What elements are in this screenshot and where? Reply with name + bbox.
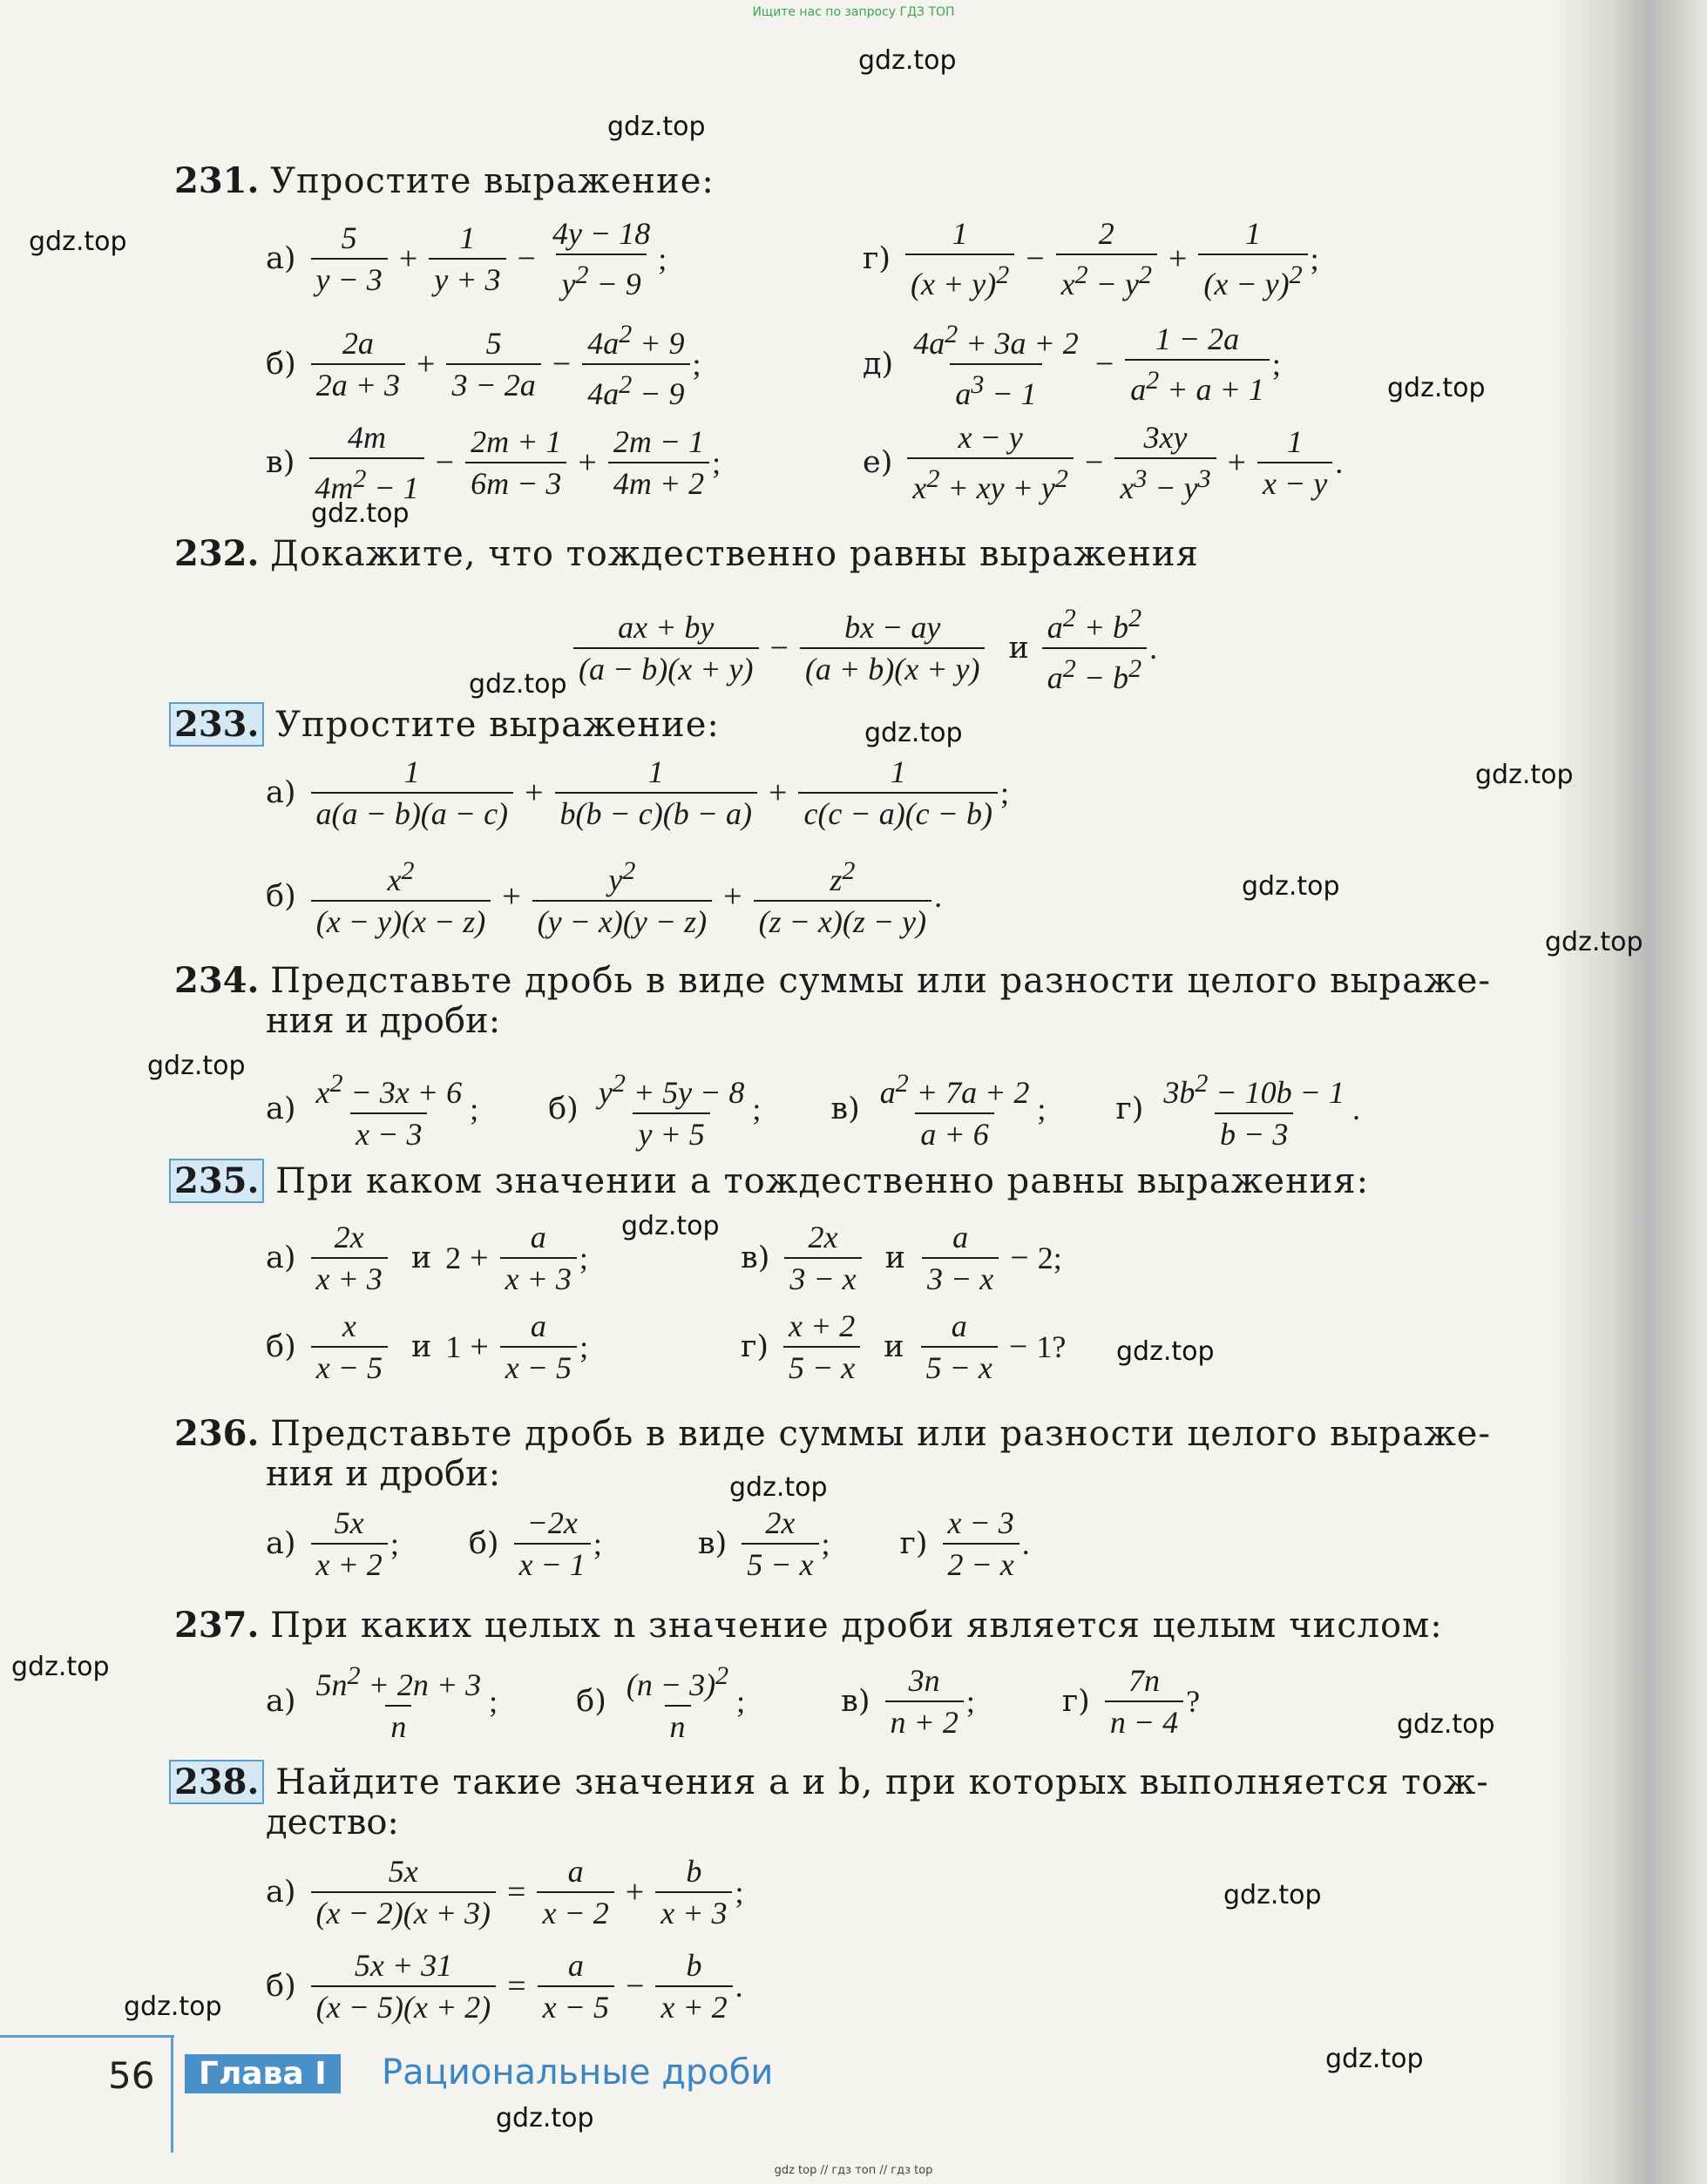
watermark: gdz.top <box>1116 1336 1215 1367</box>
expression-235a: а) $\frac{2x}{x + 3}$ и 2 + $\frac{a}{x + 3}$ ; <box>266 1220 588 1296</box>
expression-237: а) $\frac{5n^2 + 2n + 3}{n}$ ; б) $\frac{(n - 3)^2}{n}$ ; в) $\frac{3n}{n + 2}$ ; г) $\frac{7n}{n - 4}$ ? <box>266 1661 1201 1744</box>
expression-238a: а) $\frac{5x}{(x - 2)(x + 3)}$ = $\frac{a}{x - 2}$ + $\frac{b}{x + 3}$ ; <box>266 1854 744 1930</box>
watermark: gdz.top <box>469 669 567 700</box>
problem-236-continuation: ния и дроби: <box>266 1454 501 1494</box>
expression-231v: в) $\frac{4m}{4m^2 - 1}$ − $\frac{2m + 1}{6m - 3}$ + $\frac{2m - 1}{4m + 2}$ ; <box>266 420 721 505</box>
watermark: gdz.top <box>1397 1709 1495 1740</box>
problem-238-continuation: дество: <box>266 1802 399 1843</box>
watermark: gdz.top <box>858 45 957 76</box>
watermark: gdz.top <box>621 1211 720 1241</box>
problem-236: 236. Представьте дробь в виде суммы или разности целого выраже- <box>174 1413 1491 1454</box>
expression-231b: б) $\frac{2a}{2a + 3}$ + $\frac{5}{3 - 2a}$ − $\frac{4a^2 + 9}{4a^2 - 9}$ ; <box>266 320 701 411</box>
problem-234: 234. Представьте дробь в виде суммы или разности целого выраже- <box>174 960 1491 1001</box>
watermark: gdz.top <box>1223 1880 1322 1910</box>
expression-235g: г) $\frac{x + 2}{5 - x}$ и $\frac{a}{5 - x}$ − 1? <box>741 1308 1067 1385</box>
problem-231 <box>174 160 715 202</box>
watermark: gdz.top <box>607 112 706 142</box>
watermark: gdz.top <box>496 2103 594 2133</box>
footer-rule <box>0 2035 174 2038</box>
problem-237: 237. При каких целых n значение дроби является целым числом: <box>174 1605 1443 1646</box>
watermark: gdz.top <box>864 718 963 748</box>
problem-235: 235. При каком значении a тождественно равны выражения: <box>174 1160 1369 1202</box>
footer-rule-vertical <box>171 2035 173 2153</box>
top-note: Ищите нас по запросу ГДЗ ТОП <box>752 5 955 19</box>
watermark: gdz.top <box>29 227 127 257</box>
expression-232: $\frac{ax + by}{(a - b)(x + y)}$ − $\frac{bx - ay}{(a + b)(x + y)}$ и $\frac{a^2 + b^2}{a^2 - b^2}$ . <box>571 601 1157 695</box>
watermark: gdz.top <box>1545 927 1643 957</box>
watermark: gdz.top <box>147 1051 246 1081</box>
problem-text: Упростите выражение: <box>270 161 715 201</box>
page-binding-shadow <box>1560 0 1707 2184</box>
expression-231d: д) $\frac{4a^2 + 3a + 2}{a^3 - 1}$ − $\frac{1 - 2a}{a^2 + a + 1}$ ; <box>863 320 1281 411</box>
expression-236: а) $\frac{5x}{x + 2}$ ; б) $\frac{-2x}{x - 1}$ ; в) $\frac{2x}{5 - x}$ ; г) $\frac{x - 3}{2 - x}$ . <box>266 1505 1030 1582</box>
expression-235b: б) $\frac{x}{x - 5}$ и 1 + $\frac{a}{x - 5}$ ; <box>266 1308 589 1385</box>
expression-231a: а) $\frac{5}{y - 3}$ + $\frac{1}{y + 3}$ − $\frac{4y - 18}{y^2 - 9}$ ; <box>266 216 667 301</box>
problem-233: 233. Упростите выражение: <box>174 704 720 746</box>
chapter-badge: Глава I <box>185 2054 341 2093</box>
chapter-title: Рациональные дроби <box>382 2052 774 2093</box>
expression-234: а) $\frac{x^2 - 3x + 6}{x - 3}$ ; б) $\frac{y^2 + 5y - 8}{y + 5}$ ; в) $\frac{a^2 + 7a + 2}{a + 6}$ ; г) $\frac{3b^2 - 10b - 1}{b - 3}$ . <box>266 1069 1360 1152</box>
problem-234-continuation: ния и дроби: <box>266 1001 501 1041</box>
watermark: gdz.top <box>1475 760 1574 790</box>
watermark: gdz.top <box>311 498 410 529</box>
problem-238: 238. Найдите такие значения a и b, при которых выполняется тож- <box>174 1761 1489 1803</box>
problem-number: 231. <box>174 160 260 201</box>
expression-233b: б) $\frac{x^2}{(x - y)(x - z)}$ + $\frac{y^2}{(y - x)(y - z)}$ + $\frac{z^2}{(z - x)(z - y)}$ . <box>266 856 943 939</box>
problem-232: 232. Докажите, что тождественно равны выражения <box>174 533 1199 574</box>
expression-235v: в) $\frac{2x}{3 - x}$ и $\frac{a}{3 - x}$ − 2; <box>741 1220 1062 1296</box>
expression-231e: е) $\frac{x - y}{x^2 + xy + y^2}$ − $\frac{3xy}{x^3 - y^3}$ + $\frac{1}{x - y}$ . <box>863 420 1344 505</box>
expression-233a: а) $\frac{1}{a(a - b)(a - c)}$ + $\frac{1}{b(b - c)(b - a)}$ + $\frac{1}{c(c - a)(c - b)}$ ; <box>266 754 1009 831</box>
watermark: gdz.top <box>124 1991 222 2022</box>
watermark: gdz.top <box>729 1472 828 1503</box>
watermark: gdz.top <box>1242 871 1340 902</box>
page-number: 56 <box>108 2054 155 2097</box>
bottom-note: gdz top // гдз топ // гдз top <box>774 2164 933 2177</box>
watermark: gdz.top <box>1325 2044 1424 2074</box>
watermark: gdz.top <box>11 1652 110 1682</box>
watermark: gdz.top <box>1387 373 1486 403</box>
expression-231g: г) $\frac{1}{(x + y)^2}$ − $\frac{2}{x^2 - y^2}$ + $\frac{1}{(x - y)^2}$ ; <box>863 216 1319 301</box>
expression-238b: б) $\frac{5x + 31}{(x - 5)(x + 2)}$ = $\frac{a}{x - 5}$ − $\frac{b}{x + 2}$ . <box>266 1948 743 2025</box>
